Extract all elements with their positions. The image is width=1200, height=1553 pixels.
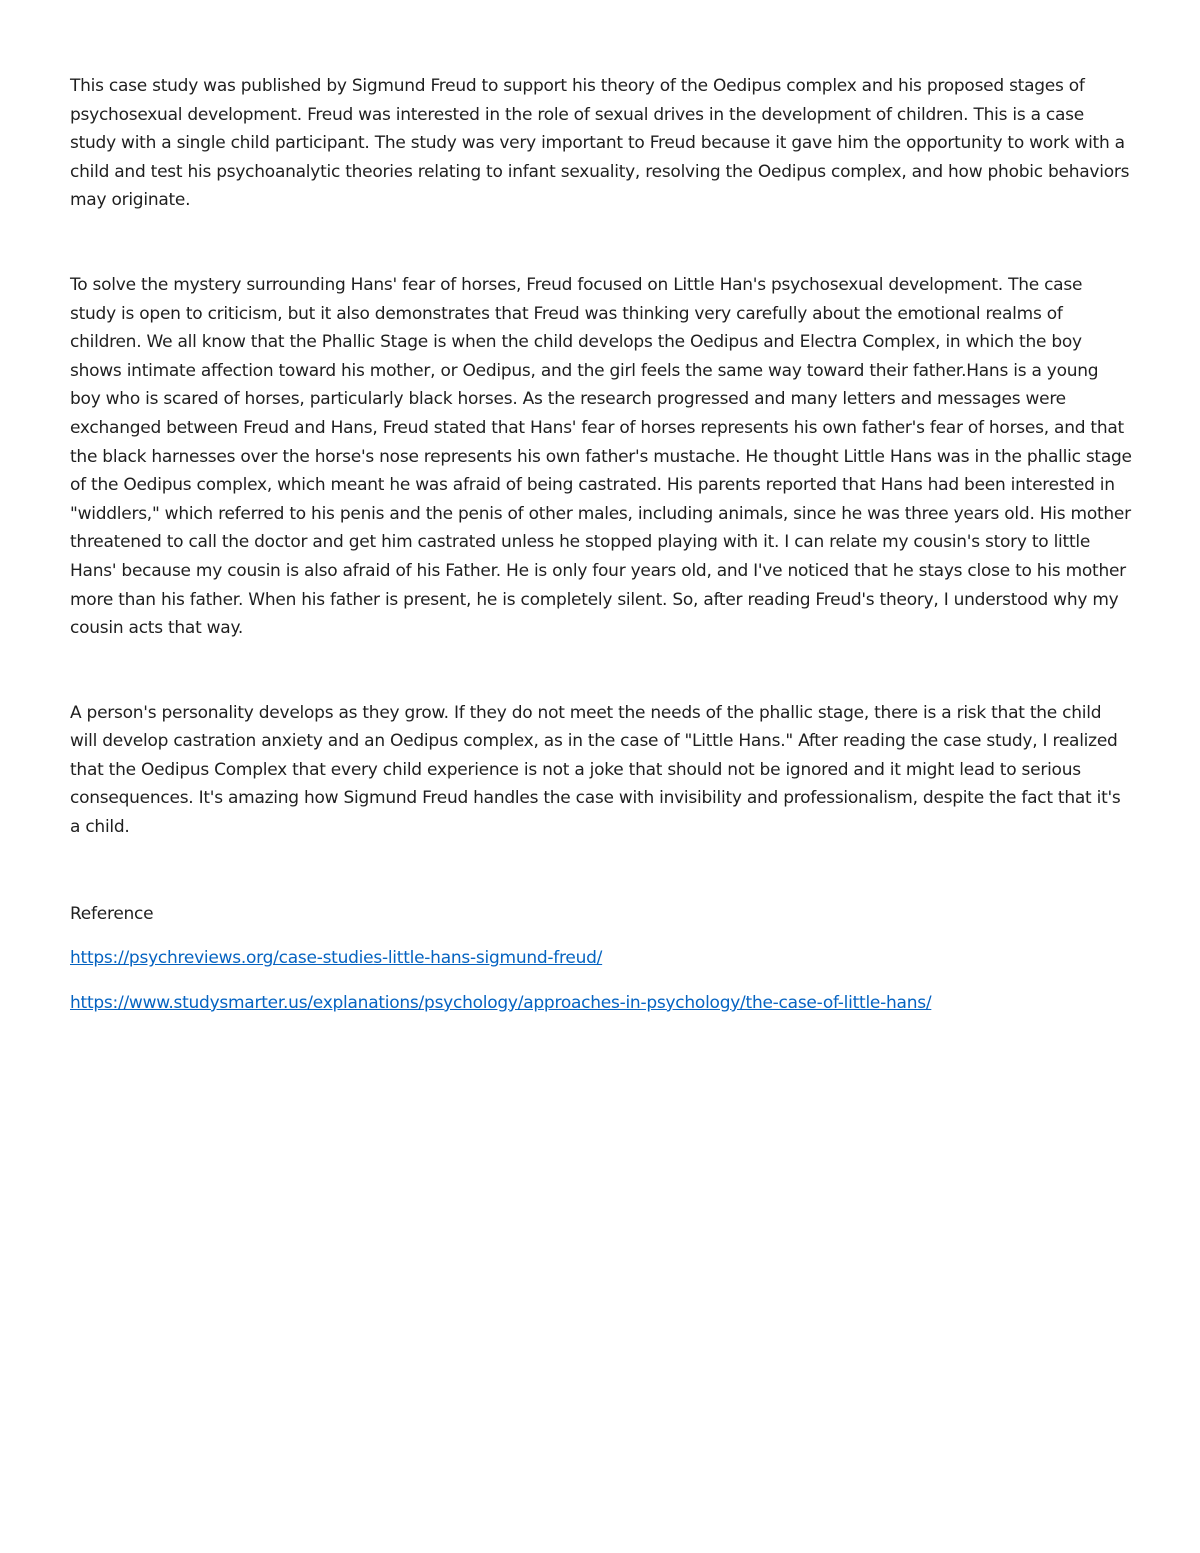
reference-link-studysmarter[interactable]: https://www.studysmarter.us/explanations/psychology/approaches-in-psychology/the-case-of-little-hans/ [70,992,932,1013]
paragraph-analysis: To solve the mystery surrounding Hans' fear of horses, Freud focused on Little Han's psychosexual development. The case study is open to criticism, but it also demonstrates that Freud was thinking very carefully about the emotional realms of children. We all know that the Phallic Stage is when the child develops the Oedipus and Electra Complex, in which the boy shows intimate affection toward his mother, or Oedipus, and the girl feels the same way toward their father.Hans is a young boy who is scared of horses, particularly black horses. As the research progressed and many letters and messages were exchanged between Freud and Hans, Freud stated that Hans' fear of horses represents his own father's fear of horses, and that the black harnesses over the horse's nose represents his own father's mustache. He thought Little Hans was in the phallic stage of the Oedipus complex, which meant he was afraid of being castrated. His parents reported that Hans had been interested in "widdlers," which referred to his penis and the penis of other males, including animals, since he was three years old. His mother threatened to call the doctor and get him castrated unless he stopped playing with it. I can relate my cousin's story to little Hans' because my cousin is also afraid of his Father. He is only four years old, and I've noticed that he stays close to his mother more than his father. When his father is present, he is completely silent. So, after reading Freud's theory, I understood why my cousin acts that way. [70,274,1132,639]
reference-link-psychreviews[interactable]: https://psychreviews.org/case-studies-little-hans-sigmund-freud/ [70,948,603,969]
document-body [70,72,1132,1033]
paragraph-conclusion: A person's personality develops as they grow. If they do not meet the needs of the phallic stage, there is a risk that the child will develop castration anxiety and an Oedipus complex, as in the case of "Little Hans." After reading the case study, I realized that the Oedipus Complex that every child experience is not a joke that should not be ignored and it might lead to serious consequences. It's amazing how Sigmund Freud handles the case with invisibility and professionalism, despite the fact that it's a child. [70,702,1121,838]
paragraph-intro: This case study was published by Sigmund Freud to support his theory of the Oedipus complex and his proposed stages of psychosexual development. Freud was interested in the role of sexual drives in the development of children. This is a case study with a single child participant. The study was very important to Freud because it gave him the opportunity to work with a child and test his psychoanalytic theories relating to infant sexuality, resolving the Oedipus complex, and how phobic behaviors may originate. [70,76,1130,211]
reference-heading: Reference [70,903,154,924]
